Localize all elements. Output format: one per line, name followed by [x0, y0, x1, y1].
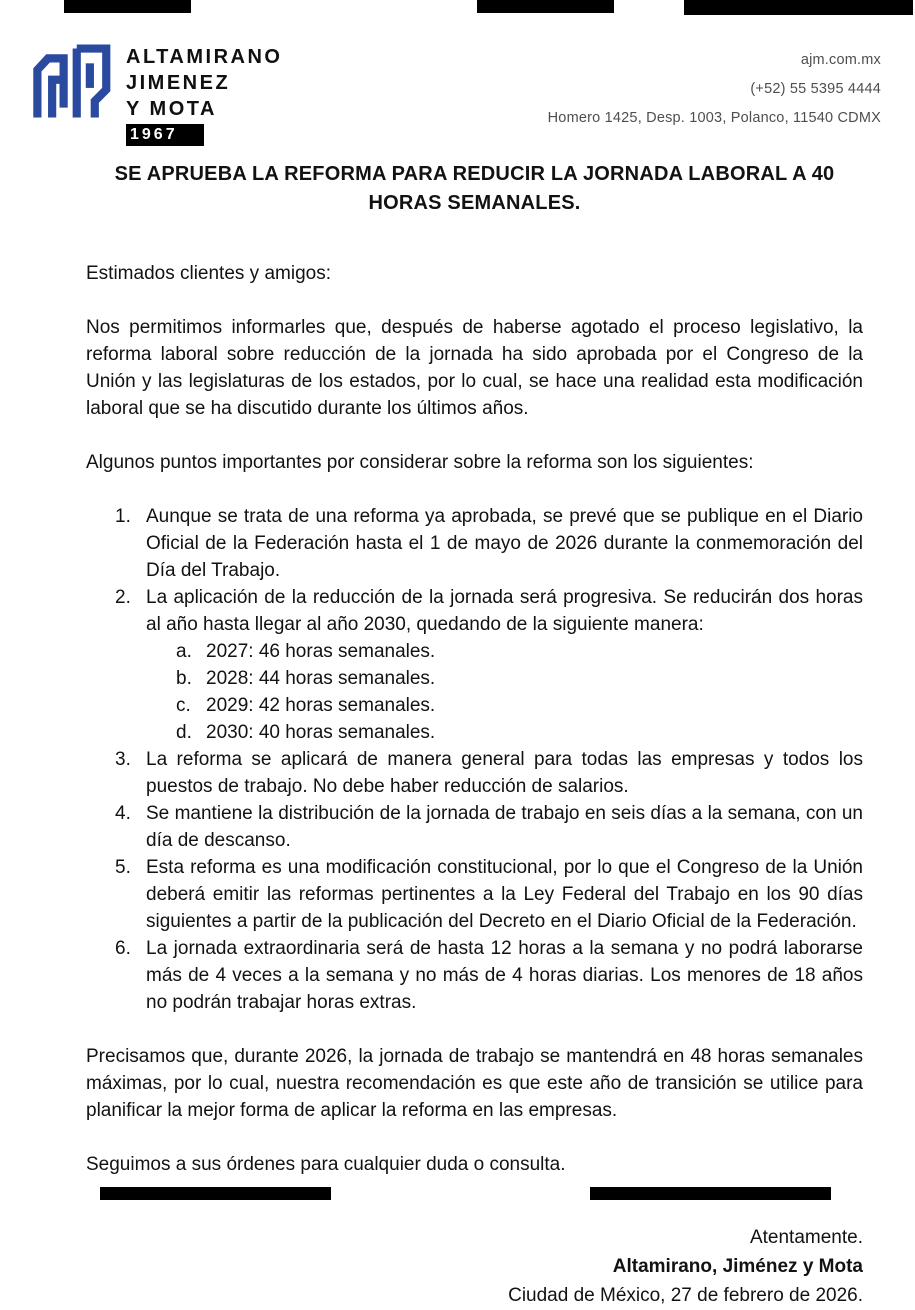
redaction-bar-top-middle: [477, 0, 614, 13]
list-item-text: Aunque se trata de una reforma ya aprobada, se prevé que se publique en el Diario Oficial de la Federación hasta el 1 de mayo de 2026 durante la conmemoración del Día del Trabajo.: [146, 506, 863, 581]
list-item-number: 1.: [115, 506, 131, 527]
sublist-item-a: [146, 638, 863, 665]
list-item-3: [86, 746, 863, 800]
salutation: Estimados clientes y amigos:: [86, 263, 331, 284]
points-intro: Algunos puntos importantes por considerar sobre la reforma son los siguientes:: [86, 452, 754, 473]
list-item-2: [86, 584, 863, 746]
sublist-text: 2030: 40 horas semanales.: [206, 722, 436, 743]
sublist-letter: d.: [176, 722, 192, 743]
letter-title: SE APRUEBA LA REFORMA PARA REDUCIR LA JORNADA LABORAL A 40 HORAS SEMANALES.: [114, 163, 835, 214]
list-item-5: [86, 854, 863, 935]
sublist-letter: c.: [176, 695, 191, 716]
list-item-text: La jornada extraordinaria será de hasta 12 horas a la semana y no podrá laborarse más de 4 veces a la semana y no más de 4 horas diarias. Los menores de 18 años no podrán trabajar horas extras.: [146, 938, 863, 1013]
letterhead: [0, 42, 915, 146]
list-item-text-main: La aplicación de la reducción de la jornada será progresiva. Se reducirán dos horas al año hasta llegar al año 2030, quedando de la siguiente manera:: [146, 587, 863, 635]
letter-body: [0, 160, 915, 1310]
sublist-item-d: [146, 719, 863, 746]
sublist-item-b: [146, 665, 863, 692]
sublist-item-c: [146, 692, 863, 719]
list-item-1: [86, 503, 863, 584]
list-item-text: La reforma se aplicará de manera general para todas las empresas y todos los puestos de trabajo. No debe haber reducción de salarios.: [146, 749, 863, 797]
signature-firm-name: Altamirano, Jiménez y Mota: [612, 1256, 863, 1277]
list-item-text: Esta reforma es una modificación constitucional, por lo que el Congreso de la Unión deberá emitir las reformas pertinentes a la Ley Federal del Trabajo en los 90 días siguientes a partir de la publicación del Decreto en el Diario Oficial de la Federación.: [146, 857, 863, 932]
contact-info: [548, 42, 881, 139]
firm-brand: [30, 42, 282, 146]
contact-address: Homero 1425, Desp. 1003, Polanco, 11540 CDMX: [547, 110, 881, 126]
list-item-number: 3.: [115, 749, 131, 770]
sublist: [146, 638, 863, 746]
contact-phone: (+52) 55 5395 4444: [750, 81, 881, 97]
redaction-bar-top-right: [684, 0, 913, 15]
list-item-number: 5.: [115, 857, 131, 878]
list-item-4: [86, 800, 863, 854]
intro-paragraph: Nos permitimos informarles que, después de haberse agotado el proceso legislativo, la reforma laboral sobre reducción de la jornada ha sido aprobada por el Congreso de la Unión y las legislaturas de los estados, por lo cual, se hace una realidad esta modificación laboral que se ha discutido durante los últimos años.: [86, 317, 863, 419]
firm-founding-year: 1967: [126, 124, 204, 146]
points-list: [86, 503, 863, 1016]
list-item-number: 4.: [115, 803, 131, 824]
redaction-bar-top-left: [64, 0, 191, 13]
signature-closing: Atentamente.: [749, 1227, 863, 1248]
firm-name-block: [126, 42, 282, 146]
sublist-text: 2029: 42 horas semanales.: [206, 695, 436, 716]
sublist-text: 2028: 44 horas semanales.: [206, 668, 436, 689]
closing-paragraph: Precisamos que, durante 2026, la jornada de trabajo se mantendrá en 48 horas semanales máximas, por lo cual, nuestra recomendación es que este año de transición se utilice para planificar la mejor forma de aplicar la reforma en las empresas.: [86, 1046, 863, 1121]
firm-name-line3: Y MOTA: [126, 98, 217, 120]
sublist-letter: b.: [176, 668, 192, 689]
firm-name-line2: JIMENEZ: [126, 72, 231, 94]
list-item-6: [86, 935, 863, 1016]
list-item-text: Se mantiene la distribución de la jornada de trabajo en seis días a la semana, con un día de descanso.: [146, 803, 863, 851]
farewell: Seguimos a sus órdenes para cualquier duda o consulta.: [86, 1154, 566, 1175]
contact-website: ajm.com.mx: [800, 52, 881, 68]
list-item-text: [146, 584, 863, 746]
signature-place-date: Ciudad de México, 27 de febrero de 2026.: [508, 1285, 863, 1306]
firm-logo-icon: [30, 42, 112, 124]
sublist-letter: a.: [176, 641, 192, 662]
list-item-number: 6.: [115, 938, 131, 959]
firm-name-line1: ALTAMIRANO: [126, 46, 283, 68]
signature-block: [86, 1223, 863, 1310]
sublist-text: 2027: 46 horas semanales.: [206, 641, 436, 662]
firm-name: [126, 42, 282, 122]
list-item-number: 2.: [115, 587, 131, 608]
